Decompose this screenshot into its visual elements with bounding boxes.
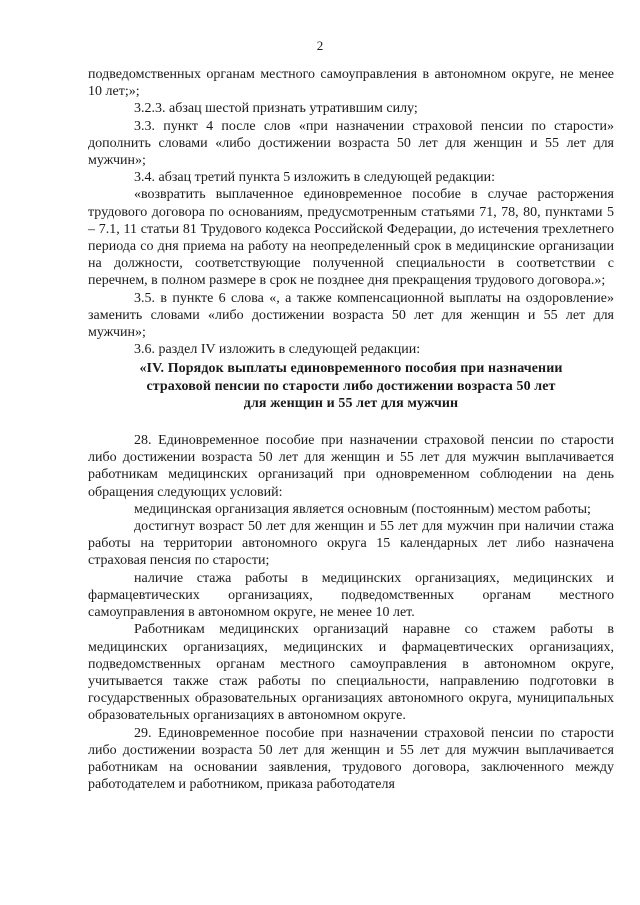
paragraph: достигнут возраст 50 лет для женщин и 55 лет для мужчин при наличии стажа работы на территории автономного округа 15 календарных лет либо назначена страховая пенсия по старости; — [88, 519, 614, 569]
document-body — [88, 66, 614, 793]
paragraph: 28. Единовременное пособие при назначении страховой пенсии по старости либо достижении возраста 50 лет для женщин и 55 лет для мужчин выплачивается работникам медицинских организаций при одновременном соблюдении на день обращения следующих условий: — [88, 433, 614, 500]
paragraph: подведомственных органам местного самоуправления в автономном округе, не менее 10 лет;»; — [88, 67, 614, 100]
paragraph: 3.3. пункт 4 после слов «при назначении страховой пенсии по старости» дополнить словами «либо достижении возраста 50 лет для женщин и 55 лет для мужчин»; — [88, 118, 614, 169]
section-heading-line: «IV. Порядок выплаты единовременного пособия при назначении — [139, 361, 563, 377]
spacer — [88, 412, 614, 432]
page-number: 2 — [316, 38, 324, 53]
amendments-list — [88, 66, 614, 358]
paragraph: медицинская организация является основным (постоянным) местом работы; — [134, 501, 591, 517]
paragraph: Работникам медицинских организаций наравне со стажем работы в медицинских организациях, медицинских и фармацевтических организациях, подведомственных органам местного самоуправления в автономном округе, учитывается также стаж работы по специальности, направлению подготовки в государственных образовательных организациях автономного округа, муниципальных образовательных организациях в автономном округе. — [88, 622, 614, 724]
paragraph: наличие стажа работы в медицинских организациях, медицинских и фармацевтических организациях, подведомственных органам местного самоуправления в автономном округе, не менее 10 лет. — [88, 570, 614, 621]
paragraph: 3.4. абзац третий пункта 5 изложить в следующей редакции: — [134, 170, 496, 186]
section-heading-line: для женщин и 55 лет для мужчин — [243, 395, 459, 411]
paragraph: «возвратить выплаченное единовременное пособие в случае расторжения трудового договора по основаниям, предусмотренным статьями 71, 78, 80, пунктами 5 – 7.1, 11 статьи 81 Трудового кодекса Российской Федерации, до истечения трехлетнего периода со дня приема на работу на неопределенный срок в медицинские организации на должности, соответствующие полученной специальности в соответствии с перечнем, в полном размере в срок не позднее дня прекращения трудового договора.»; — [88, 187, 614, 289]
section-heading — [88, 360, 614, 412]
section-heading-line: страховой пенсии по старости либо достижении возраста 50 лет — [146, 378, 556, 394]
paragraph: 3.2.3. абзац шестой признать утратившим силу; — [134, 101, 418, 117]
paragraph: 3.6. раздел IV изложить в следующей редакции: — [134, 342, 421, 358]
paragraph: 3.5. в пункте 6 слова «, а также компенсационной выплаты на оздоровление» заменить словами «либо достижении возраста 50 лет для женщин и 55 лет для мужчин»; — [88, 290, 614, 341]
section-body — [88, 432, 614, 793]
paragraph: 29. Единовременное пособие при назначении страховой пенсии по старости либо достижении возраста 50 лет для женщин и 55 лет для мужчин выплачивается работникам на основании заявления, трудового договора, заключенного между работодателем и работником, приказа работодателя — [88, 725, 614, 793]
